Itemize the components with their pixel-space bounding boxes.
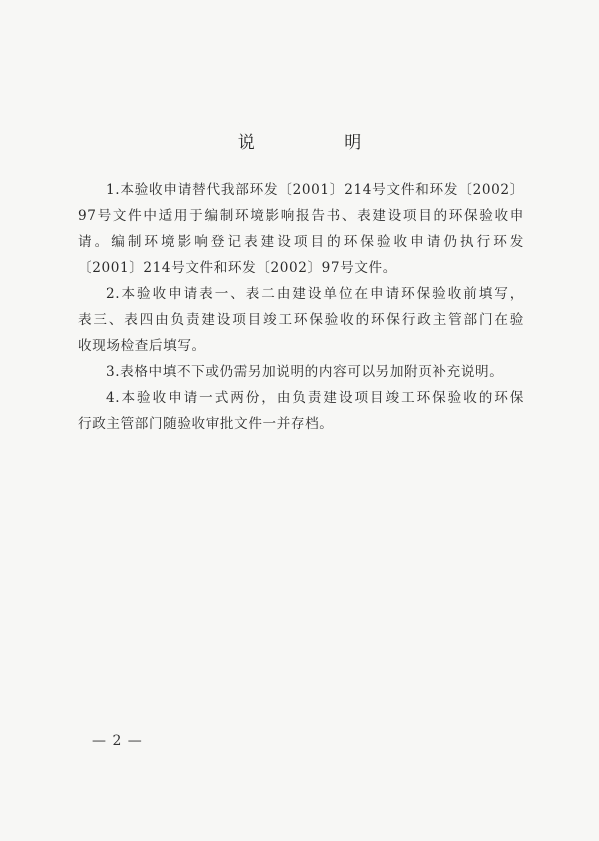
page-title: 说 明 — [237, 133, 404, 153]
instruction-paragraph-3 — [78, 359, 524, 385]
instruction-paragraph-4 — [78, 385, 524, 437]
paragraph-line: 3.表格中填不下或仍需另加说明的内容可以另加附页补充说明。 — [106, 364, 504, 380]
paragraph-line: 请。编制环境影响登记表建设项目的环保验收申请仍执行环发 — [78, 234, 524, 250]
paragraph-line: 97号文件中适用于编制环境影响报告书、表建设项目的环保验收申 — [78, 208, 524, 224]
instructions-body — [78, 177, 524, 437]
paragraph-line: 1.本验收申请替代我部环发〔2001〕214号文件和环发〔2002〕 — [106, 182, 524, 198]
paragraph-line: 4.本验收申请一式两份，由负责建设项目竣工环保验收的环保 — [106, 390, 524, 406]
paragraph-line: 表三、表四由负责建设项目竣工环保验收的环保行政主管部门在验 — [78, 312, 524, 328]
instruction-paragraph-1 — [78, 177, 524, 281]
paragraph-line: 2.本验收申请表一、表二由建设单位在申请环保验收前填写， — [106, 286, 524, 302]
page-number: — 2 — — [92, 733, 143, 749]
paragraph-line: 〔2001〕214号文件和环发〔2002〕97号文件。 — [78, 260, 397, 276]
instruction-paragraph-2 — [78, 281, 524, 359]
paragraph-line: 行政主管部门随验收审批文件一并存档。 — [78, 416, 334, 432]
paragraph-line: 收现场检查后填写。 — [78, 338, 206, 354]
